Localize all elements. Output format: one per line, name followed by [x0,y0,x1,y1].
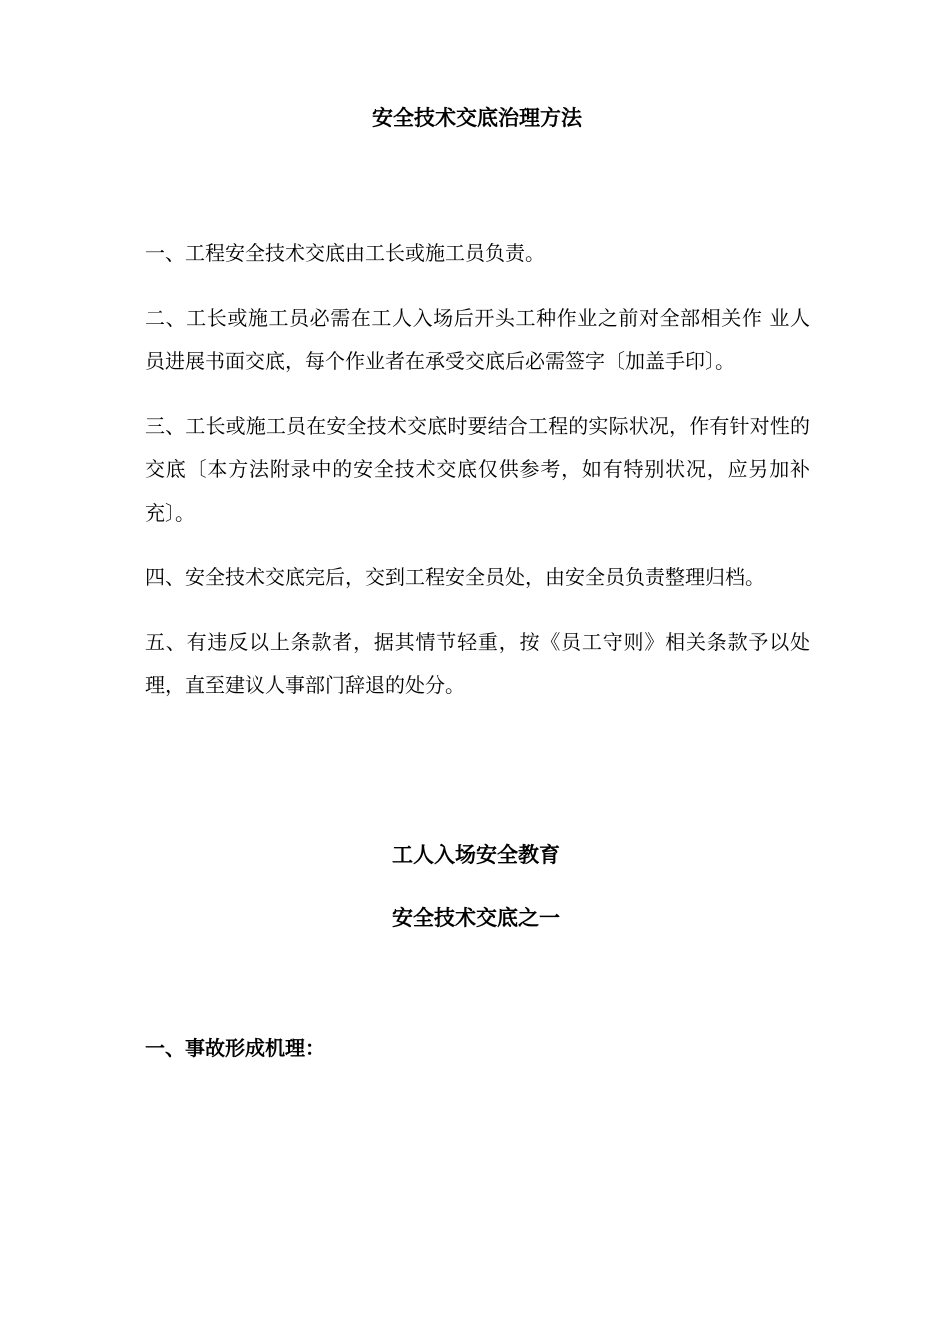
rule-paragraph-1: 一、工程安全技术交底由工长或施工员负责。 [145,241,545,265]
section-heading-accident-mechanism: 一、事故形成机理： [145,1036,325,1060]
section-title-briefing-one: 安全技术交底之一 [392,906,560,930]
section-title-worker-education: 工人入场安全教育 [392,843,560,867]
document-title: 安全技术交底治理方法 [372,106,582,130]
rule-paragraph-5: 五、有违反以上条款者，据其情节轻重，按《员工守则》相关条款予以处理，直至建议人事部门辞退的处分。 [145,629,810,697]
rule-paragraph-3: 三、工长或施工员在安全技术交底时要结合工程的实际状况，作有针对性的交底〔本方法附录中的安全技术交底仅供参考，如有特别状况，应另加补充〕。 [145,413,810,525]
rules-list [145,232,810,729]
rule-paragraph-2: 二、工长或施工员必需在工人入场后开头工种作业之前对全部相关作 业人员进展书面交底，每个作业者在承受交底后必需签字〔加盖手印〕。 [145,305,810,373]
rule-paragraph-4: 四、安全技术交底完后，交到工程安全员处，由安全员负责整理归档。 [145,565,765,589]
